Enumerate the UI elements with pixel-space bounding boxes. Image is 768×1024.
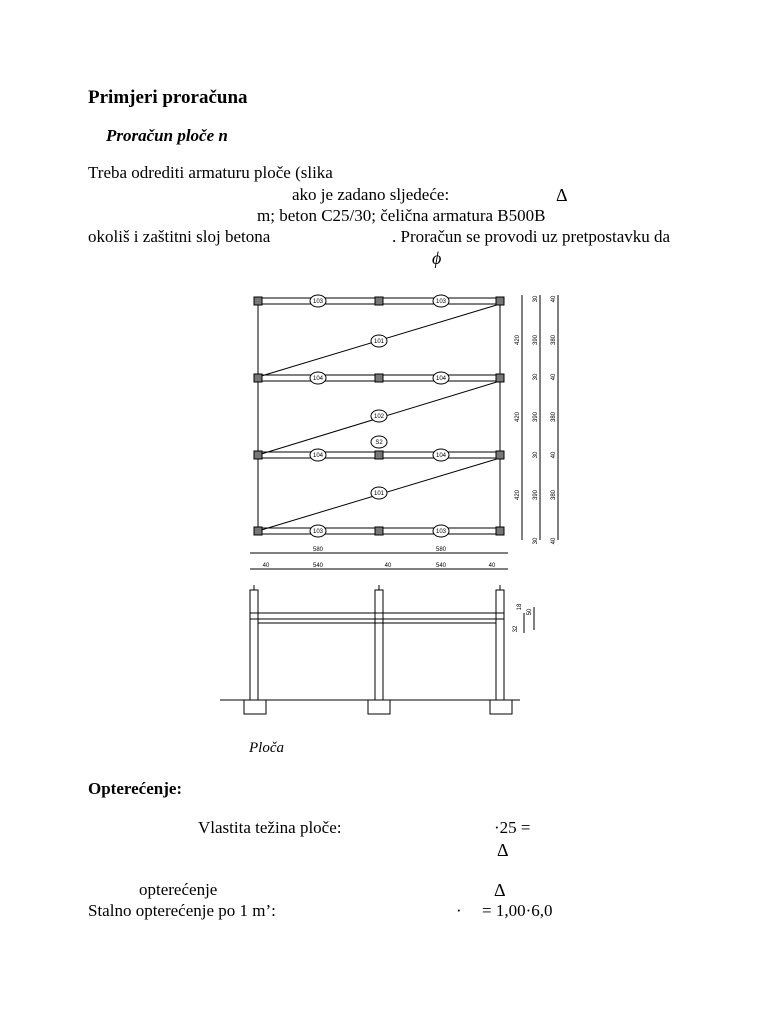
label-103-top-right: 103 (435, 299, 447, 305)
dim-390-3: 390 (533, 489, 539, 501)
dim-420-1: 420 (515, 334, 521, 346)
delta-symbol: Δ (556, 185, 568, 205)
intro-line-1: Treba odrediti armaturu ploče (slika (88, 163, 333, 182)
dim-40-1: 40 (551, 295, 557, 303)
slab-drawing (210, 285, 580, 725)
intro-line-2: ako je zadano sljedeće: (292, 185, 450, 204)
dim-390-2: 390 (533, 411, 539, 423)
delta-symbol-3: Δ (494, 880, 506, 900)
label-101-lower: 101 (373, 491, 385, 497)
dim-420-3: 420 (515, 489, 521, 501)
dim-420-2: 420 (515, 411, 521, 423)
load-label: opterećenje (139, 880, 218, 899)
label-103-bottom-right: 103 (435, 529, 447, 535)
dim-380-3: 380 (551, 489, 557, 501)
column-left (250, 590, 258, 700)
dim-40-3: 40 (551, 451, 557, 459)
dim-30-2: 30 (533, 373, 539, 381)
dim-40-2: 40 (551, 373, 557, 381)
label-104-row2-left: 104 (312, 376, 324, 382)
permanent-load-label: Stalno opterećenje po 1 m’: (88, 901, 276, 920)
dim-30-4: 30 (533, 537, 539, 545)
dim-580-left: 580 (312, 547, 324, 553)
self-weight-label: Vlastita težina ploče: (198, 818, 342, 837)
dim-50: 50 (527, 608, 533, 616)
label-104-row3-left: 104 (312, 453, 324, 459)
label-s2: S2 (375, 440, 383, 446)
column-middle (375, 590, 383, 700)
label-103-top-left: 103 (312, 299, 324, 305)
dim-40-4: 40 (551, 537, 557, 545)
footing-middle (368, 700, 390, 714)
self-weight-value: ·25 = (494, 818, 531, 837)
dim-380-1: 380 (551, 334, 557, 346)
dim-40-b2: 40 (384, 563, 392, 569)
dim-540-left: 540 (312, 563, 324, 569)
phi-symbol: ϕ (432, 248, 442, 268)
loads-heading: Opterećenje: (88, 779, 183, 798)
dim-540-right: 540 (435, 563, 447, 569)
dim-380-2: 380 (551, 411, 557, 423)
slab-section (250, 613, 504, 619)
label-102: 102 (373, 414, 385, 420)
label-104-row2-right: 104 (435, 376, 447, 382)
page-title: Primjeri proračuna (88, 87, 248, 108)
permanent-load-value: = 1,00·6,0 (482, 901, 553, 920)
dim-390-1: 390 (533, 334, 539, 346)
dim-40-b1: 40 (262, 563, 270, 569)
label-103-bottom-left: 103 (312, 529, 324, 535)
footing-left (244, 700, 266, 714)
label-101-upper: 101 (373, 339, 385, 345)
dim-18: 18 (517, 603, 523, 611)
dim-32: 32 (513, 625, 519, 633)
column-right (496, 590, 504, 700)
label-104-row3-right: 104 (435, 453, 447, 459)
intro-line-4b: . Proračun se provodi uz pretpostavku da (392, 227, 671, 246)
footing-right (490, 700, 512, 714)
section-subtitle: Proračun ploče n (106, 126, 228, 145)
dim-40-b3: 40 (488, 563, 496, 569)
dim-580-right: 580 (435, 547, 447, 553)
intro-line-4a: okoliš i zaštitni sloj betona (88, 227, 271, 246)
intro-line-3: m; beton C25/30; čelična armatura B500B (257, 206, 546, 225)
delta-symbol-2: Δ (497, 840, 509, 860)
permanent-dot: · (456, 901, 462, 920)
figure-caption: Ploča (249, 740, 284, 756)
dim-30-1: 30 (533, 295, 539, 303)
dim-30-3: 30 (533, 451, 539, 459)
